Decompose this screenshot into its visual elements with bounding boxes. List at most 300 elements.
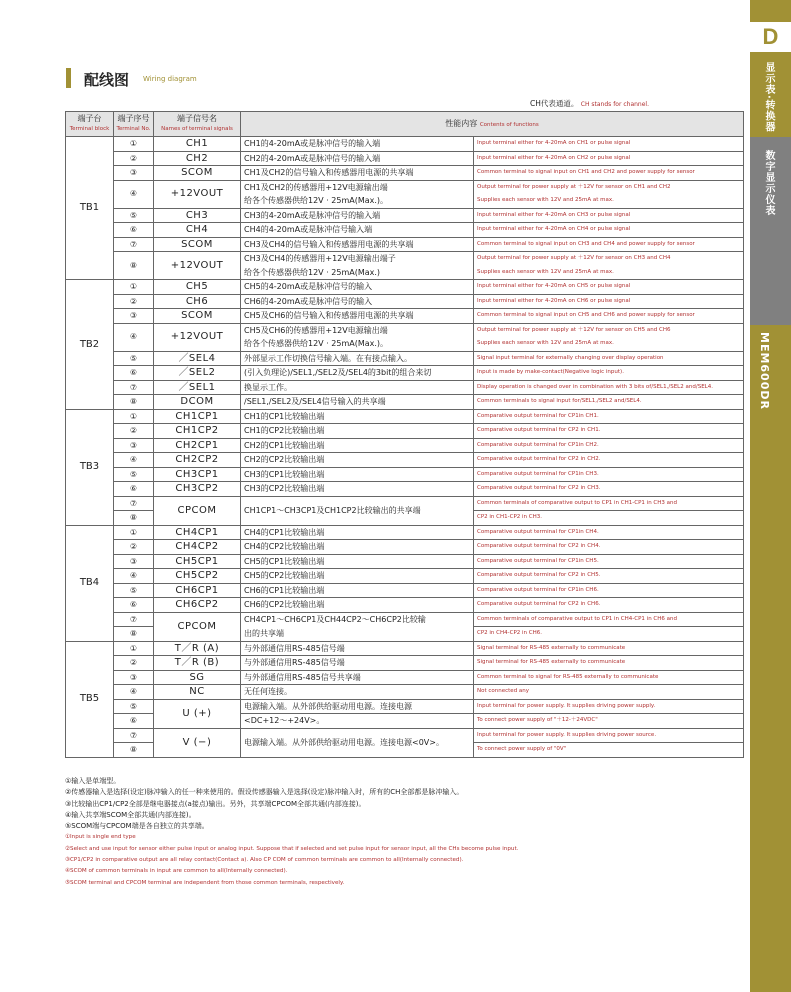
function-en-line: CP2 in CH1-CP2 in CH3. xyxy=(477,514,543,520)
function-cn-line: 外部显示工作切换信号输入端。在有接点输入。 xyxy=(244,353,412,363)
function-cn-line: CH5的CP2比较输出端 xyxy=(244,571,325,580)
footnote-cn-1: ①输入是单端型。 xyxy=(65,777,121,785)
function-en-line: Output terminal for power supply at ＋12V for sensor on CH1 and CH2 xyxy=(477,183,671,190)
function-en xyxy=(474,583,744,598)
table-row xyxy=(66,366,744,381)
function-en-line: To connect power supply of "＋12-＋24VDC" xyxy=(477,717,598,723)
side-tab-subcategory: 数字显示仪表 xyxy=(763,150,774,216)
function-cn xyxy=(241,714,474,729)
function-en xyxy=(474,424,744,439)
function-en xyxy=(474,366,744,381)
function-cn xyxy=(241,699,474,714)
function-en xyxy=(474,223,744,238)
function-cn-line: CH3的CP1比较输出端 xyxy=(244,469,325,479)
function-en xyxy=(474,554,744,569)
function-en xyxy=(474,351,744,366)
function-en xyxy=(474,511,744,526)
table-row xyxy=(66,670,744,685)
function-cn-line: CH1及CH2的信号输入和传感器用电源的共享端 xyxy=(244,168,414,177)
function-cn xyxy=(241,351,474,366)
function-en xyxy=(474,137,744,152)
function-en xyxy=(474,627,744,642)
function-cn-line: 与外部通信用RS-485信号端 xyxy=(244,643,345,653)
function-cn-line: CH4CP1～CH6CP1及CH44CP2～CH6CP2比较输 xyxy=(244,615,426,624)
header-function: 性能内容 Contents of functions xyxy=(241,112,744,137)
function-cn xyxy=(241,252,474,280)
function-en xyxy=(474,685,744,700)
function-en xyxy=(474,699,744,714)
function-cn-line: CH3的4-20mA或是脉冲信号的输入端 xyxy=(244,210,381,220)
function-en-line: Input terminal either for 4-20mA on CH4 or pulse signal xyxy=(477,226,631,232)
terminal-no: ⑦ xyxy=(114,612,154,627)
function-en-line: Input terminal either for 4-20mA on CH3 or pulse signal xyxy=(477,211,631,218)
terminal-no: ② xyxy=(114,424,154,439)
function-cn-line: CH3及CH4的传感器用+12V电源输出端子 xyxy=(244,254,396,263)
function-cn xyxy=(241,409,474,424)
terminal-no: ⑦ xyxy=(114,380,154,395)
function-cn-line: CH1及CH2的传感器用+12V电源输出端 xyxy=(244,182,388,192)
page-title: 配线图 xyxy=(84,71,130,89)
function-cn-line: CH2的CP1比较输出端 xyxy=(244,440,325,450)
table-row xyxy=(66,395,744,410)
table-row xyxy=(66,612,744,627)
function-cn xyxy=(241,438,474,453)
function-cn xyxy=(241,612,474,641)
function-en xyxy=(474,380,744,395)
signal-name: T／R (B) xyxy=(154,656,241,671)
function-cn xyxy=(241,223,474,238)
function-en-line: To connect power supply of "0V" xyxy=(477,746,567,752)
function-en-line: Signal terminal for RS-485 externally to communicate xyxy=(477,644,626,651)
terminal-no: ⑥ xyxy=(114,598,154,613)
signal-name: CH1CP1 xyxy=(154,409,241,424)
signal-name: CH3 xyxy=(154,208,241,223)
terminal-no: ③ xyxy=(114,670,154,685)
table-row xyxy=(66,453,744,468)
function-cn xyxy=(241,728,474,757)
function-en-line: Common terminal to signal input on CH5 and CH6 and power supply for sensor xyxy=(477,312,695,318)
function-en-line: Common terminals of comparative output to CP1 in CH1-CP1 in CH3 and xyxy=(477,499,677,506)
terminal-block: TB3 xyxy=(66,409,114,525)
terminal-no: ② xyxy=(114,294,154,309)
table-row xyxy=(66,137,744,152)
terminal-no: ⑧ xyxy=(114,511,154,526)
terminal-no: ⑥ xyxy=(114,223,154,238)
signal-name: CH1CP2 xyxy=(154,424,241,439)
terminal-no: ④ xyxy=(114,180,154,208)
footnote-cn-3: ③比较输出CP1/CP2全部是继电器接点(a接点)输出。另外，共享端CPCOM全部共通(内部连接)。 xyxy=(65,799,366,808)
function-cn-line: CH1的4-20mA或是脉冲信号的输入端 xyxy=(244,139,381,148)
table-row xyxy=(66,685,744,700)
terminal-no: ③ xyxy=(114,166,154,181)
terminal-no: ② xyxy=(114,656,154,671)
function-cn xyxy=(241,598,474,613)
function-en-line: Input is made by make-contact(Negative logic input). xyxy=(477,369,624,375)
title-accent-bar xyxy=(66,68,71,88)
function-cn xyxy=(241,496,474,525)
function-en-line: Comparative output terminal for CP1in CH4. xyxy=(477,528,599,535)
function-cn xyxy=(241,453,474,468)
function-en-line: Common terminal to signal input on CH3 and CH4 and power supply for sensor xyxy=(477,240,695,247)
function-cn xyxy=(241,467,474,482)
function-cn xyxy=(241,151,474,166)
function-cn xyxy=(241,395,474,410)
function-cn-line: CH1的CP2比较输出端 xyxy=(244,426,325,435)
table-row xyxy=(66,641,744,656)
function-en xyxy=(474,728,744,743)
terminal-no: ⑥ xyxy=(114,366,154,381)
function-cn xyxy=(241,569,474,584)
function-en xyxy=(474,237,744,252)
header-signal: 端子信号名 Names of terminal signals xyxy=(154,112,241,137)
function-cn-line: CH4的CP1比较输出端 xyxy=(244,527,325,537)
function-en-line: Input terminal either for 4-20mA on CH2 or pulse signal xyxy=(477,154,631,161)
table-row xyxy=(66,294,744,309)
table-row xyxy=(66,540,744,555)
table-row xyxy=(66,208,744,223)
terminal-no: ① xyxy=(114,409,154,424)
terminal-no: ③ xyxy=(114,438,154,453)
function-cn xyxy=(241,280,474,295)
terminal-no: ⑦ xyxy=(114,496,154,511)
function-en xyxy=(474,641,744,656)
function-cn-line: <DC+12～+24V>。 xyxy=(244,716,325,725)
signal-name: NC xyxy=(154,685,241,700)
table-header-row xyxy=(66,112,744,137)
terminal-no: ⑧ xyxy=(114,627,154,642)
channel-note: CH代表通道。 CH stands for channel. xyxy=(530,99,649,108)
terminal-no: ① xyxy=(114,280,154,295)
function-en-line: Comparative output terminal for CP1in CH5. xyxy=(477,557,599,564)
table-row xyxy=(66,280,744,295)
terminal-no: ⑤ xyxy=(114,583,154,598)
function-en xyxy=(474,670,744,685)
function-en-line: Common terminals to signal input for/SEL1,/SEL2 and/SEL4. xyxy=(477,398,642,404)
table-row xyxy=(66,438,744,453)
function-en xyxy=(474,323,744,351)
footnote-en-5: ⑤SCOM terminal and CPCOM terminal are independent from those common terminals, respectively. xyxy=(65,879,345,886)
terminal-no: ④ xyxy=(114,453,154,468)
function-en-line: Input terminal for power supply. It supplies driving power supply. xyxy=(477,702,656,709)
table-row xyxy=(66,583,744,598)
function-en-line: Not connected any xyxy=(477,688,530,694)
function-en-line2: Supplies each sensor with 12V and 25mA at max. xyxy=(477,268,614,275)
function-cn xyxy=(241,685,474,700)
function-cn xyxy=(241,424,474,439)
signal-name: CH1 xyxy=(154,137,241,152)
wiring-table xyxy=(65,111,744,758)
signal-name: DCOM xyxy=(154,395,241,410)
function-en-line: Comparative output terminal for CP2 in CH4. xyxy=(477,543,601,549)
function-cn-line: 电源输入端。从外部供给驱动用电源。连接电源 xyxy=(244,701,412,711)
terminal-block: TB5 xyxy=(66,641,114,757)
signal-name: CH3CP2 xyxy=(154,482,241,497)
signal-name: CH6CP2 xyxy=(154,598,241,613)
function-cn-line: 换显示工作。 xyxy=(244,382,292,392)
function-en-line: Common terminal to signal input on CH1 and CH2 and power supply for sensor xyxy=(477,169,695,175)
terminal-no: ④ xyxy=(114,685,154,700)
table-row xyxy=(66,309,744,324)
table-row xyxy=(66,496,744,511)
table-row xyxy=(66,569,744,584)
function-cn xyxy=(241,294,474,309)
function-cn-line: 与外部通信用RS-485信号端 xyxy=(244,658,345,667)
footnote-cn-4: ④输入共享端SCOM全部共通(内部连接)。 xyxy=(65,810,196,819)
function-en xyxy=(474,309,744,324)
function-en-line: Comparative output terminal for CP1in CH3. xyxy=(477,470,599,477)
footnote-cn-5: ⑤SCOM端与CPCOM端是各自独立的共享端。 xyxy=(65,822,209,831)
signal-name: CPCOM xyxy=(154,496,241,525)
signal-name: U (+) xyxy=(154,699,241,728)
terminal-no: ⑤ xyxy=(114,467,154,482)
terminal-no: ④ xyxy=(114,569,154,584)
function-en xyxy=(474,714,744,729)
table-row xyxy=(66,554,744,569)
function-en-line: Comparative output terminal for CP2 in CH5. xyxy=(477,572,601,578)
terminal-no: ⑦ xyxy=(114,728,154,743)
signal-name: CPCOM xyxy=(154,612,241,641)
function-cn-line: CH4的4-20mA或是脉冲信号输入端 xyxy=(244,225,373,234)
function-cn-line: CH2的CP2比较输出端 xyxy=(244,455,325,464)
function-en xyxy=(474,496,744,511)
function-en-line: Comparative output terminal for CP2 in CH3. xyxy=(477,485,601,491)
function-en-line: Comparative output terminal for CP1in CH6. xyxy=(477,586,599,593)
terminal-no: ⑤ xyxy=(114,208,154,223)
function-en-line: Input terminal either for 4-20mA on CH5 or pulse signal xyxy=(477,283,631,289)
signal-name: CH5CP2 xyxy=(154,569,241,584)
function-cn xyxy=(241,641,474,656)
footnote-cn-2: ②传感器输入是选择(设定)脉冲输入的任一种来使用的。假设传感器输入是选择(设定)脉冲输入时，所有的CH全部都是脉冲输入。 xyxy=(65,788,464,797)
function-cn-line: CH1CP1～CH3CP1及CH1CP2比较输出的共享端 xyxy=(244,505,421,515)
function-cn-line: CH5的4-20mA或是脉冲信号的输入 xyxy=(244,282,373,291)
function-en xyxy=(474,612,744,627)
table-row xyxy=(66,467,744,482)
footnote-en-4: ④SCOM of common terminals in input are common to all(Internally connected). xyxy=(65,868,288,875)
terminal-no: ② xyxy=(114,151,154,166)
terminal-block: TB1 xyxy=(66,137,114,280)
table-row xyxy=(66,252,744,280)
function-en-line: Comparative output terminal for CP1in CH2. xyxy=(477,441,599,448)
signal-name: SCOM xyxy=(154,166,241,181)
function-cn-line: CH5及CH6的信号输入和传感器用电源的共享端 xyxy=(244,311,414,320)
function-cn xyxy=(241,180,474,208)
function-cn-line: CH4的CP2比较输出端 xyxy=(244,542,325,551)
function-cn-line: (引入负理论)/SEL1,/SEL2及/SEL4的3bit的组合来切 xyxy=(244,368,432,377)
signal-name: CH4CP1 xyxy=(154,525,241,540)
function-en xyxy=(474,280,744,295)
function-cn-line: 与外部通信用RS-485信号共享端 xyxy=(244,672,361,682)
table-row xyxy=(66,598,744,613)
signal-name: T／R (A) xyxy=(154,641,241,656)
terminal-no: ⑥ xyxy=(114,482,154,497)
function-en xyxy=(474,151,744,166)
function-cn-line2: 给各个传感器供给12V · 25mA(Max.)。 xyxy=(244,339,389,348)
terminal-no: ③ xyxy=(114,309,154,324)
signal-name: CH6CP1 xyxy=(154,583,241,598)
function-en xyxy=(474,569,744,584)
signal-name: ／SEL4 xyxy=(154,351,241,366)
terminal-no: ⑤ xyxy=(114,699,154,714)
function-en-line: Signal terminal for RS-485 externally to communicate xyxy=(477,659,626,665)
function-cn-line: CH1的CP1比较输出端 xyxy=(244,411,325,421)
signal-name: V (−) xyxy=(154,728,241,757)
function-cn-line: CH2的4-20mA或是脉冲信号的输入端 xyxy=(244,153,381,163)
terminal-no: ④ xyxy=(114,323,154,351)
function-cn xyxy=(241,583,474,598)
table-row xyxy=(66,424,744,439)
table-row xyxy=(66,166,744,181)
terminal-no: ③ xyxy=(114,554,154,569)
section-letter: D xyxy=(750,22,791,52)
function-cn-line: CH6的4-20mA或是脉冲信号的输入 xyxy=(244,296,373,306)
function-en-line: Signal input terminal for externally changing over display operation xyxy=(477,354,664,361)
signal-name: CH6 xyxy=(154,294,241,309)
function-en xyxy=(474,166,744,181)
function-en xyxy=(474,208,744,223)
function-en-line: Common terminals of comparative output to CP1 in CH4-CP1 in CH6 and xyxy=(477,615,677,622)
signal-name: CH2CP1 xyxy=(154,438,241,453)
table-row xyxy=(66,223,744,238)
footnotes xyxy=(65,776,518,889)
terminal-no: ② xyxy=(114,540,154,555)
table-row xyxy=(66,180,744,208)
function-cn-line2: 给各个传感器供给12V · 25mA(Max.)。 xyxy=(244,196,389,205)
function-cn-line: CH6的CP1比较输出端 xyxy=(244,585,325,595)
table-row xyxy=(66,380,744,395)
function-en-line: Input terminal either for 4-20mA on CH6 or pulse signal xyxy=(477,297,631,304)
function-cn xyxy=(241,380,474,395)
terminal-no: ⑦ xyxy=(114,237,154,252)
function-en-line: Comparative output terminal for CP2 in CH6. xyxy=(477,601,601,607)
table-row xyxy=(66,699,744,714)
function-en xyxy=(474,395,744,410)
function-cn-line: CH5的CP1比较输出端 xyxy=(244,556,325,566)
function-cn xyxy=(241,482,474,497)
terminal-no: ① xyxy=(114,525,154,540)
table-row xyxy=(66,237,744,252)
function-cn-line2: 给各个传感器供给12V · 25mA(Max.) xyxy=(244,267,381,277)
signal-name: CH2CP2 xyxy=(154,453,241,468)
table-row xyxy=(66,525,744,540)
terminal-block: TB4 xyxy=(66,525,114,641)
function-cn-line: CH5及CH6的传感器用+12V电源输出端 xyxy=(244,325,388,335)
function-cn xyxy=(241,656,474,671)
function-cn xyxy=(241,208,474,223)
function-en xyxy=(474,467,744,482)
side-tab-model: MEM600DR xyxy=(758,332,771,410)
terminal-no: ① xyxy=(114,641,154,656)
signal-name: +12VOUT xyxy=(154,180,241,208)
terminal-block: TB2 xyxy=(66,280,114,410)
function-en xyxy=(474,743,744,758)
signal-name: SG xyxy=(154,670,241,685)
table-row xyxy=(66,728,744,743)
signal-name: CH4 xyxy=(154,223,241,238)
side-tab-category: 显示表·转换器 xyxy=(763,62,774,133)
function-en-line: Display operation is changed over in combination with 3 bits of/SEL1,/SEL2 and/SEL4. xyxy=(477,383,713,390)
table-row xyxy=(66,482,744,497)
function-en xyxy=(474,252,744,280)
function-cn xyxy=(241,166,474,181)
function-en-line: Output terminal for power supply at ＋12V for sensor on CH3 and CH4 xyxy=(477,255,671,261)
function-cn-line: 电源输入端。从外部供给驱动用电源。连接电源<0V>。 xyxy=(244,737,444,747)
function-en xyxy=(474,482,744,497)
function-cn xyxy=(241,323,474,351)
signal-name: +12VOUT xyxy=(154,252,241,280)
signal-name: CH2 xyxy=(154,151,241,166)
signal-name: +12VOUT xyxy=(154,323,241,351)
function-cn-line: CH3及CH4的信号输入和传感器用电源的共享端 xyxy=(244,239,414,249)
function-cn xyxy=(241,540,474,555)
function-cn-line: CH3的CP2比较输出端 xyxy=(244,484,325,493)
signal-name: ／SEL2 xyxy=(154,366,241,381)
function-en-line: Comparative output terminal for CP2 in CH1. xyxy=(477,427,601,433)
function-cn xyxy=(241,554,474,569)
page-title-en: Wiring diagram xyxy=(143,75,197,83)
table-row xyxy=(66,656,744,671)
terminal-no: ① xyxy=(114,137,154,152)
signal-name: CH5 xyxy=(154,280,241,295)
footnote-en-2: ②Select and use input for sensor either pulse input or analog input. Suppose that if selected and set pulse input for sensor input, all the CHs become pulse input. xyxy=(65,845,519,852)
table-row xyxy=(66,351,744,366)
function-en-line: Common terminal to signal for RS-485 externally to communicate xyxy=(477,673,659,680)
function-en-line: Input terminal for power supply. It supplies driving power source. xyxy=(477,731,657,738)
function-en xyxy=(474,656,744,671)
function-cn xyxy=(241,309,474,324)
function-en-line2: Supplies each sensor with 12V and 25mA at max. xyxy=(477,197,614,203)
table-row xyxy=(66,323,744,351)
function-cn xyxy=(241,366,474,381)
terminal-no: ⑧ xyxy=(114,743,154,758)
table-row xyxy=(66,409,744,424)
function-cn xyxy=(241,137,474,152)
function-cn xyxy=(241,525,474,540)
signal-name: CH5CP1 xyxy=(154,554,241,569)
function-cn xyxy=(241,237,474,252)
signal-name: SCOM xyxy=(154,237,241,252)
signal-name: CH4CP2 xyxy=(154,540,241,555)
function-en xyxy=(474,598,744,613)
function-en xyxy=(474,525,744,540)
function-en-line: Input terminal either for 4-20mA on CH1 or pulse signal xyxy=(477,140,631,146)
function-en-line: Comparative output terminal for CP2 in CH2. xyxy=(477,456,601,462)
signal-name: SCOM xyxy=(154,309,241,324)
function-en xyxy=(474,294,744,309)
terminal-no: ⑤ xyxy=(114,351,154,366)
header-block: 端子台 Terminal block xyxy=(66,112,114,137)
signal-name: CH3CP1 xyxy=(154,467,241,482)
function-cn-line2: 出的共享端 xyxy=(244,628,284,638)
terminal-no: ⑧ xyxy=(114,395,154,410)
function-en-line: CP2 in CH4-CP2 in CH6. xyxy=(477,630,543,636)
footnote-en-1: ①Input is single end type xyxy=(65,834,136,841)
header-no: 端子序号 Terminal No. xyxy=(114,112,154,137)
function-cn xyxy=(241,670,474,685)
function-en xyxy=(474,453,744,468)
function-en-line: Comparative output terminal for CP1in CH1. xyxy=(477,412,599,419)
function-en-line2: Supplies each sensor with 12V and 25mA at max. xyxy=(477,340,614,346)
function-cn-line: 无任何连接。 xyxy=(244,687,292,696)
table-row xyxy=(66,151,744,166)
terminal-no: ⑥ xyxy=(114,714,154,729)
function-en xyxy=(474,180,744,208)
function-cn-line: CH6的CP2比较输出端 xyxy=(244,600,325,609)
function-en-line: Output terminal for power supply at ＋12V for sensor on CH5 and CH6 xyxy=(477,326,671,333)
function-cn-line: /SEL1,/SEL2及/SEL4信号输入的共享端 xyxy=(244,397,386,406)
function-en xyxy=(474,409,744,424)
function-en xyxy=(474,438,744,453)
terminal-no: ⑧ xyxy=(114,252,154,280)
